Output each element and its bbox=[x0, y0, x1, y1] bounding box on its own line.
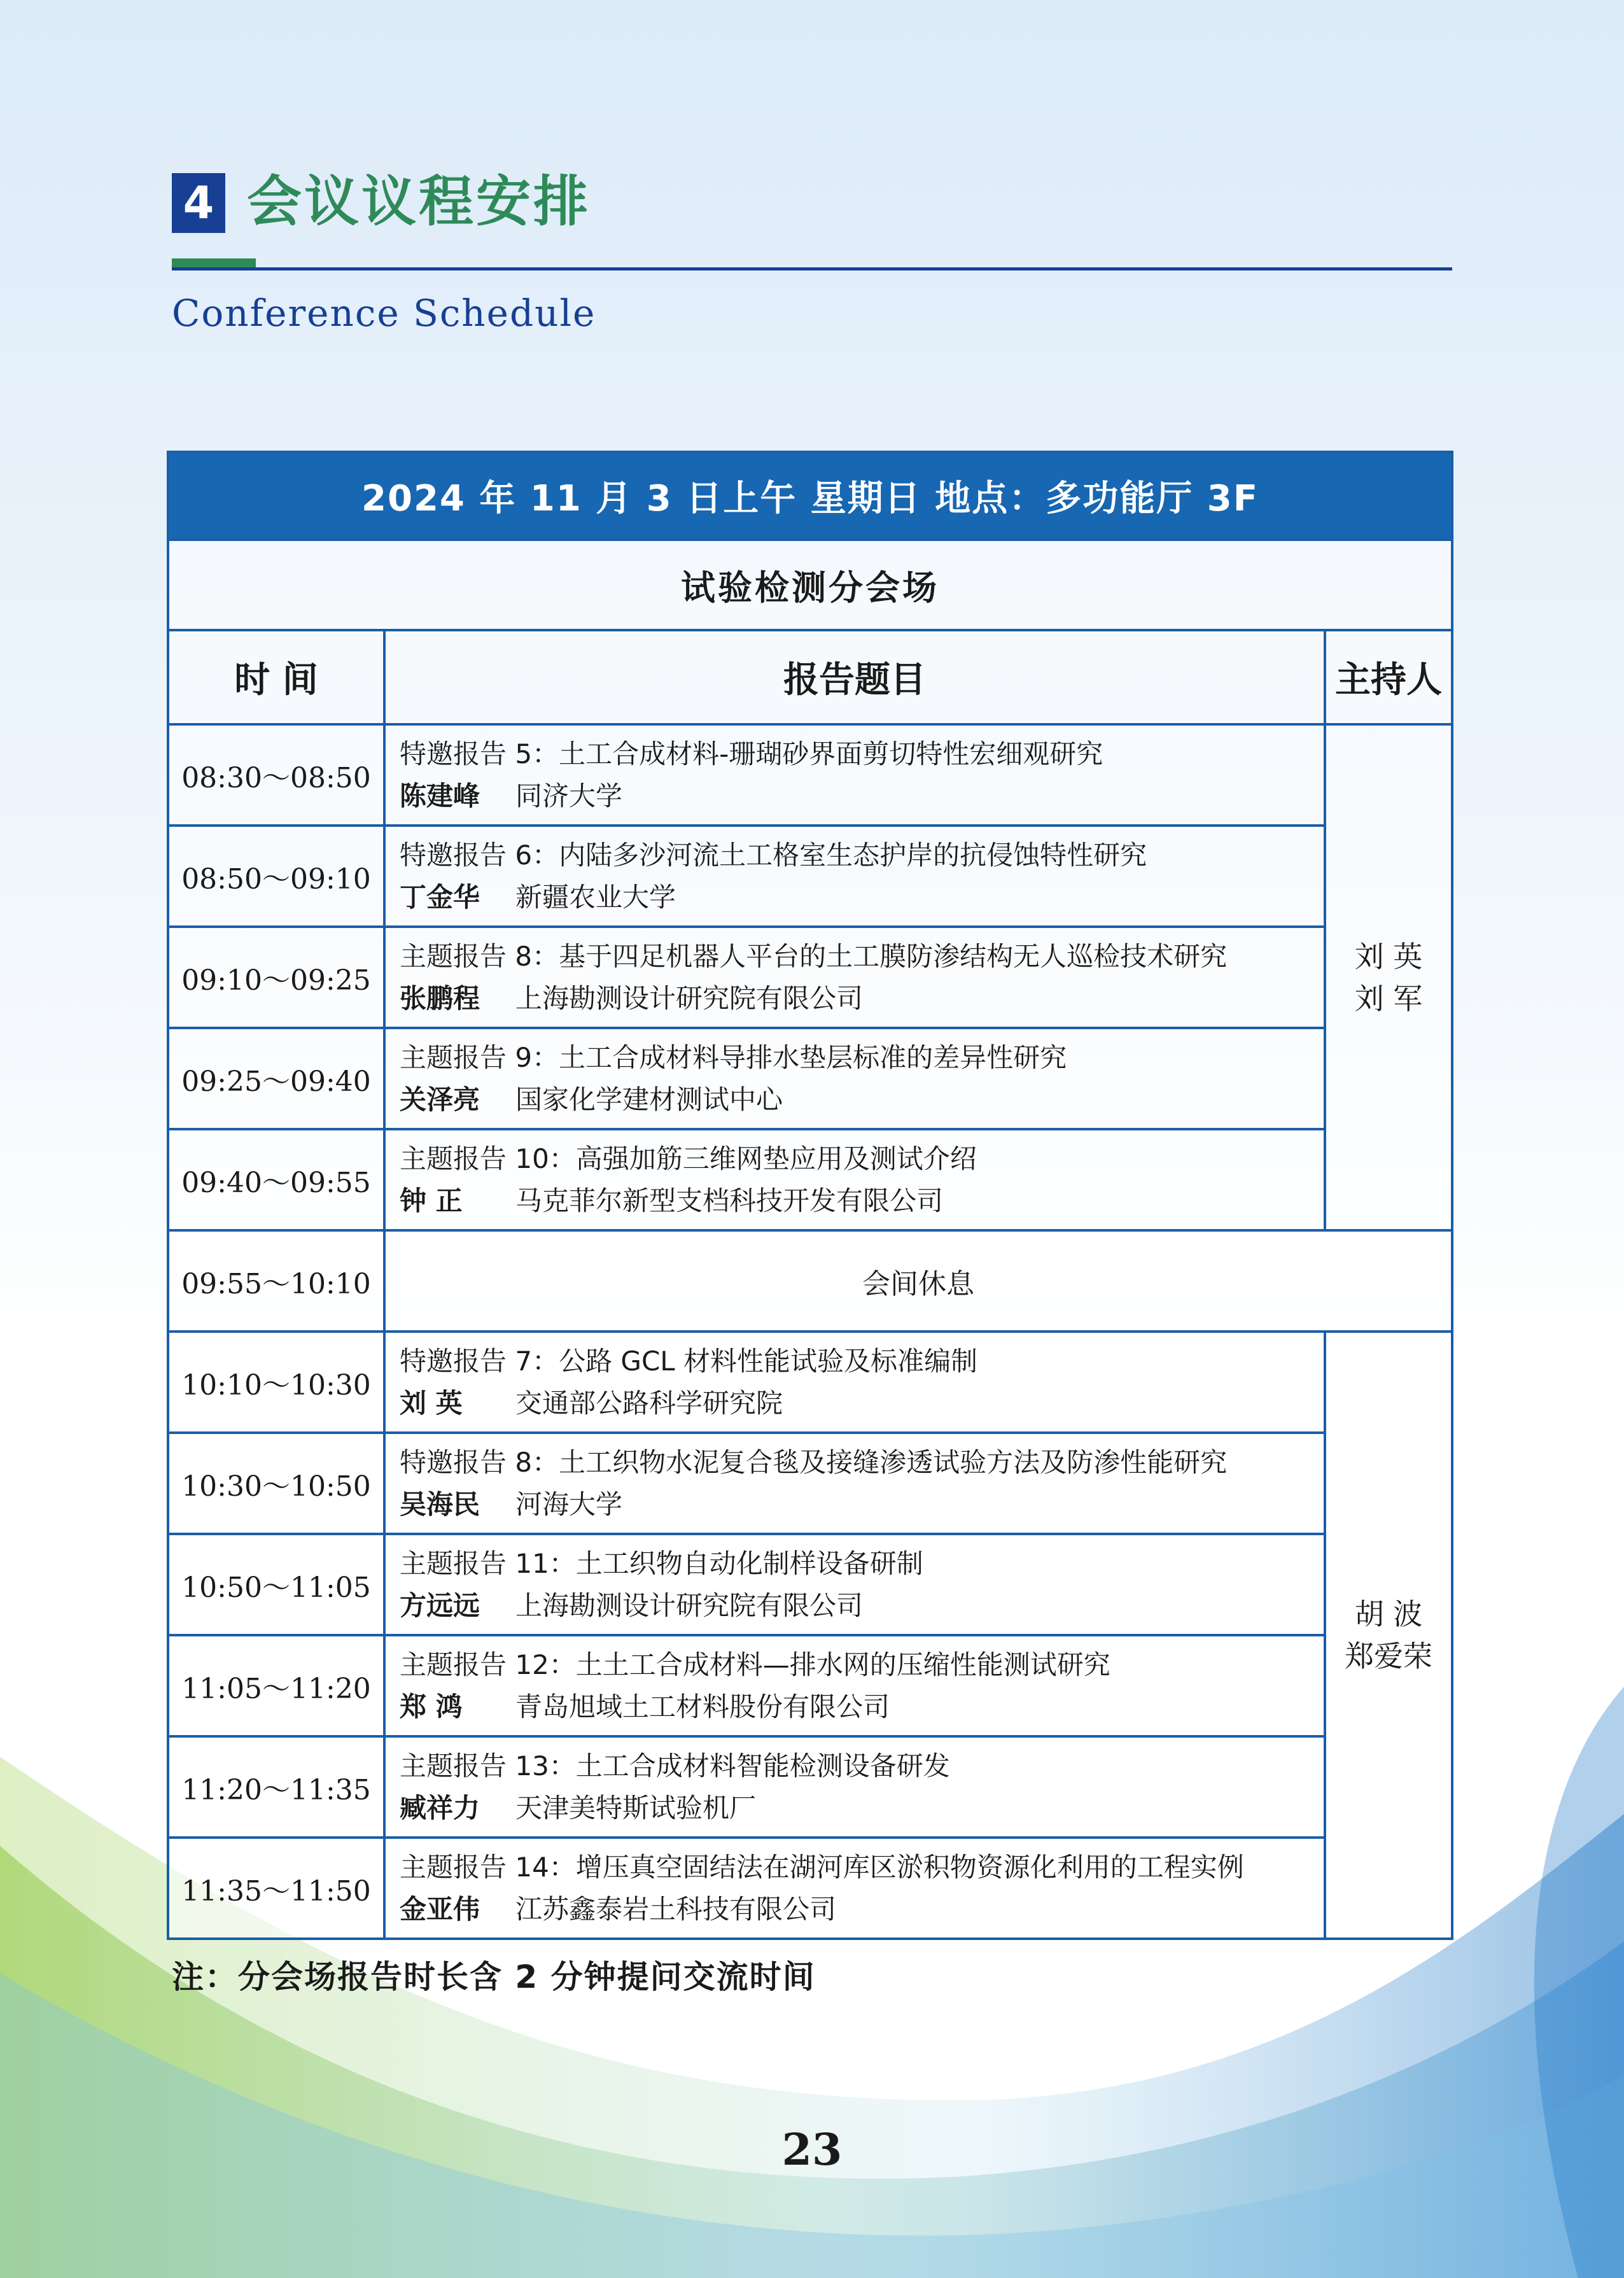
topic-cell bbox=[384, 724, 1325, 826]
page-number: 23 bbox=[781, 2125, 843, 2176]
host-cell bbox=[1325, 724, 1452, 1230]
host-name: 郑爱荣 bbox=[1345, 1639, 1432, 1673]
section-subtitle: Conference Schedule bbox=[172, 292, 596, 335]
time-cell: 08:50～09:10 bbox=[168, 826, 384, 927]
host-name: 胡 波 bbox=[1354, 1597, 1423, 1631]
table-row bbox=[168, 1433, 1452, 1534]
speaker-name: 钟 正 bbox=[400, 1185, 463, 1216]
topic-cell bbox=[384, 927, 1325, 1028]
speaker-organization: 江苏鑫泰岩土科技有限公司 bbox=[515, 1893, 837, 1925]
time-cell: 09:25～09:40 bbox=[168, 1028, 384, 1129]
speaker-organization: 交通部公路科学研究院 bbox=[515, 1387, 783, 1419]
speaker-name: 陈建峰 bbox=[400, 780, 480, 812]
schedule-table bbox=[167, 451, 1453, 1940]
topic-cell bbox=[384, 1028, 1325, 1129]
topic-cell bbox=[384, 1332, 1325, 1433]
topic-cell bbox=[384, 1635, 1325, 1736]
time-cell: 11:20～11:35 bbox=[168, 1736, 384, 1838]
speaker-organization: 马克菲尔新型支档科技开发有限公司 bbox=[515, 1185, 944, 1216]
time-cell: 09:40～09:55 bbox=[168, 1129, 384, 1230]
topic-cell bbox=[384, 1433, 1325, 1534]
topic-cell bbox=[384, 1838, 1325, 1939]
speaker-name: 张鹏程 bbox=[400, 982, 480, 1014]
speaker-organization: 上海勘测设计研究院有限公司 bbox=[515, 1589, 864, 1621]
report-title: 特邀报告 5：土工合成材料-珊瑚砂界面剪切特性宏细观研究 bbox=[400, 738, 1103, 770]
speaker-name: 金亚伟 bbox=[400, 1893, 480, 1925]
report-title: 主题报告 10：高强加筋三维网垫应用及测试介绍 bbox=[400, 1143, 977, 1174]
topic-cell bbox=[384, 1129, 1325, 1230]
section-title: 会议议程安排 bbox=[247, 170, 591, 234]
table-row bbox=[168, 927, 1452, 1028]
table-row bbox=[168, 826, 1452, 927]
report-title: 特邀报告 8：土工织物水泥复合毯及接缝渗透试验方法及防渗性能研究 bbox=[400, 1446, 1228, 1478]
report-title: 特邀报告 6：内陆多沙河流土工格室生态护岸的抗侵蚀特性研究 bbox=[400, 839, 1147, 871]
speaker-organization: 同济大学 bbox=[515, 780, 623, 812]
speaker-name: 刘 英 bbox=[400, 1387, 463, 1419]
schedule-date-header: 2024 年 11 月 3 日上午 星期日 地点：多功能厅 3F bbox=[168, 452, 1452, 540]
speaker-name: 臧祥力 bbox=[400, 1792, 480, 1824]
table-row bbox=[168, 1028, 1452, 1129]
break-label: 会间休息 bbox=[384, 1230, 1452, 1332]
schedule-note: 注：分会场报告时长含 2 分钟提问交流时间 bbox=[172, 1958, 816, 1995]
topic-cell bbox=[384, 1534, 1325, 1635]
speaker-organization: 天津美特斯试验机厂 bbox=[515, 1792, 757, 1824]
host-name: 刘 英 bbox=[1354, 939, 1423, 974]
title-divider bbox=[172, 267, 1452, 271]
speaker-organization: 新疆农业大学 bbox=[515, 881, 676, 913]
time-cell: 09:10～09:25 bbox=[168, 927, 384, 1028]
speaker-name: 关泽亮 bbox=[400, 1083, 480, 1115]
speaker-organization: 国家化学建材测试中心 bbox=[515, 1083, 783, 1115]
time-cell: 10:50～11:05 bbox=[168, 1534, 384, 1635]
report-title: 主题报告 14：增压真空固结法在湖河库区淤积物资源化利用的工程实例 bbox=[400, 1851, 1244, 1883]
report-title: 特邀报告 7：公路 GCL 材料性能试验及标准编制 bbox=[400, 1345, 978, 1377]
report-title: 主题报告 12：土土工合成材料—排水网的压缩性能测试研究 bbox=[400, 1649, 1110, 1680]
break-row bbox=[168, 1230, 1452, 1332]
column-header-time: 时 间 bbox=[168, 630, 384, 724]
time-cell: 10:30～10:50 bbox=[168, 1433, 384, 1534]
table-row bbox=[168, 1332, 1452, 1433]
host-cell bbox=[1325, 1332, 1452, 1939]
time-cell: 10:10～10:30 bbox=[168, 1332, 384, 1433]
time-cell: 11:35～11:50 bbox=[168, 1838, 384, 1939]
topic-cell bbox=[384, 826, 1325, 927]
time-cell: 09:55～10:10 bbox=[168, 1230, 384, 1332]
report-title: 主题报告 8：基于四足机器人平台的土工膜防渗结构无人巡检技术研究 bbox=[400, 940, 1228, 972]
table-row bbox=[168, 1534, 1452, 1635]
section-number-badge: 4 bbox=[172, 173, 225, 233]
column-header-host: 主持人 bbox=[1325, 630, 1452, 724]
table-row bbox=[168, 1838, 1452, 1939]
report-title: 主题报告 13：土工合成材料智能检测设备研发 bbox=[400, 1750, 950, 1782]
host-name: 刘 军 bbox=[1354, 981, 1423, 1016]
speaker-name: 方远远 bbox=[400, 1589, 480, 1621]
table-row bbox=[168, 1635, 1452, 1736]
table-row bbox=[168, 1129, 1452, 1230]
speaker-organization: 上海勘测设计研究院有限公司 bbox=[515, 982, 864, 1014]
table-row bbox=[168, 724, 1452, 826]
speaker-name: 吴海民 bbox=[400, 1488, 480, 1520]
report-title: 主题报告 9：土工合成材料导排水垫层标准的差异性研究 bbox=[400, 1041, 1067, 1073]
speaker-organization: 河海大学 bbox=[515, 1488, 623, 1520]
speaker-name: 丁金华 bbox=[400, 881, 480, 913]
time-cell: 08:30～08:50 bbox=[168, 724, 384, 826]
venue-header: 试验检测分会场 bbox=[168, 540, 1452, 630]
column-header-topic: 报告题目 bbox=[384, 630, 1325, 724]
topic-cell bbox=[384, 1736, 1325, 1838]
report-title: 主题报告 11：土工织物自动化制样设备研制 bbox=[400, 1547, 923, 1579]
table-row bbox=[168, 1736, 1452, 1838]
time-cell: 11:05～11:20 bbox=[168, 1635, 384, 1736]
speaker-name: 郑 鸿 bbox=[400, 1691, 463, 1722]
speaker-organization: 青岛旭域土工材料股份有限公司 bbox=[515, 1691, 890, 1722]
